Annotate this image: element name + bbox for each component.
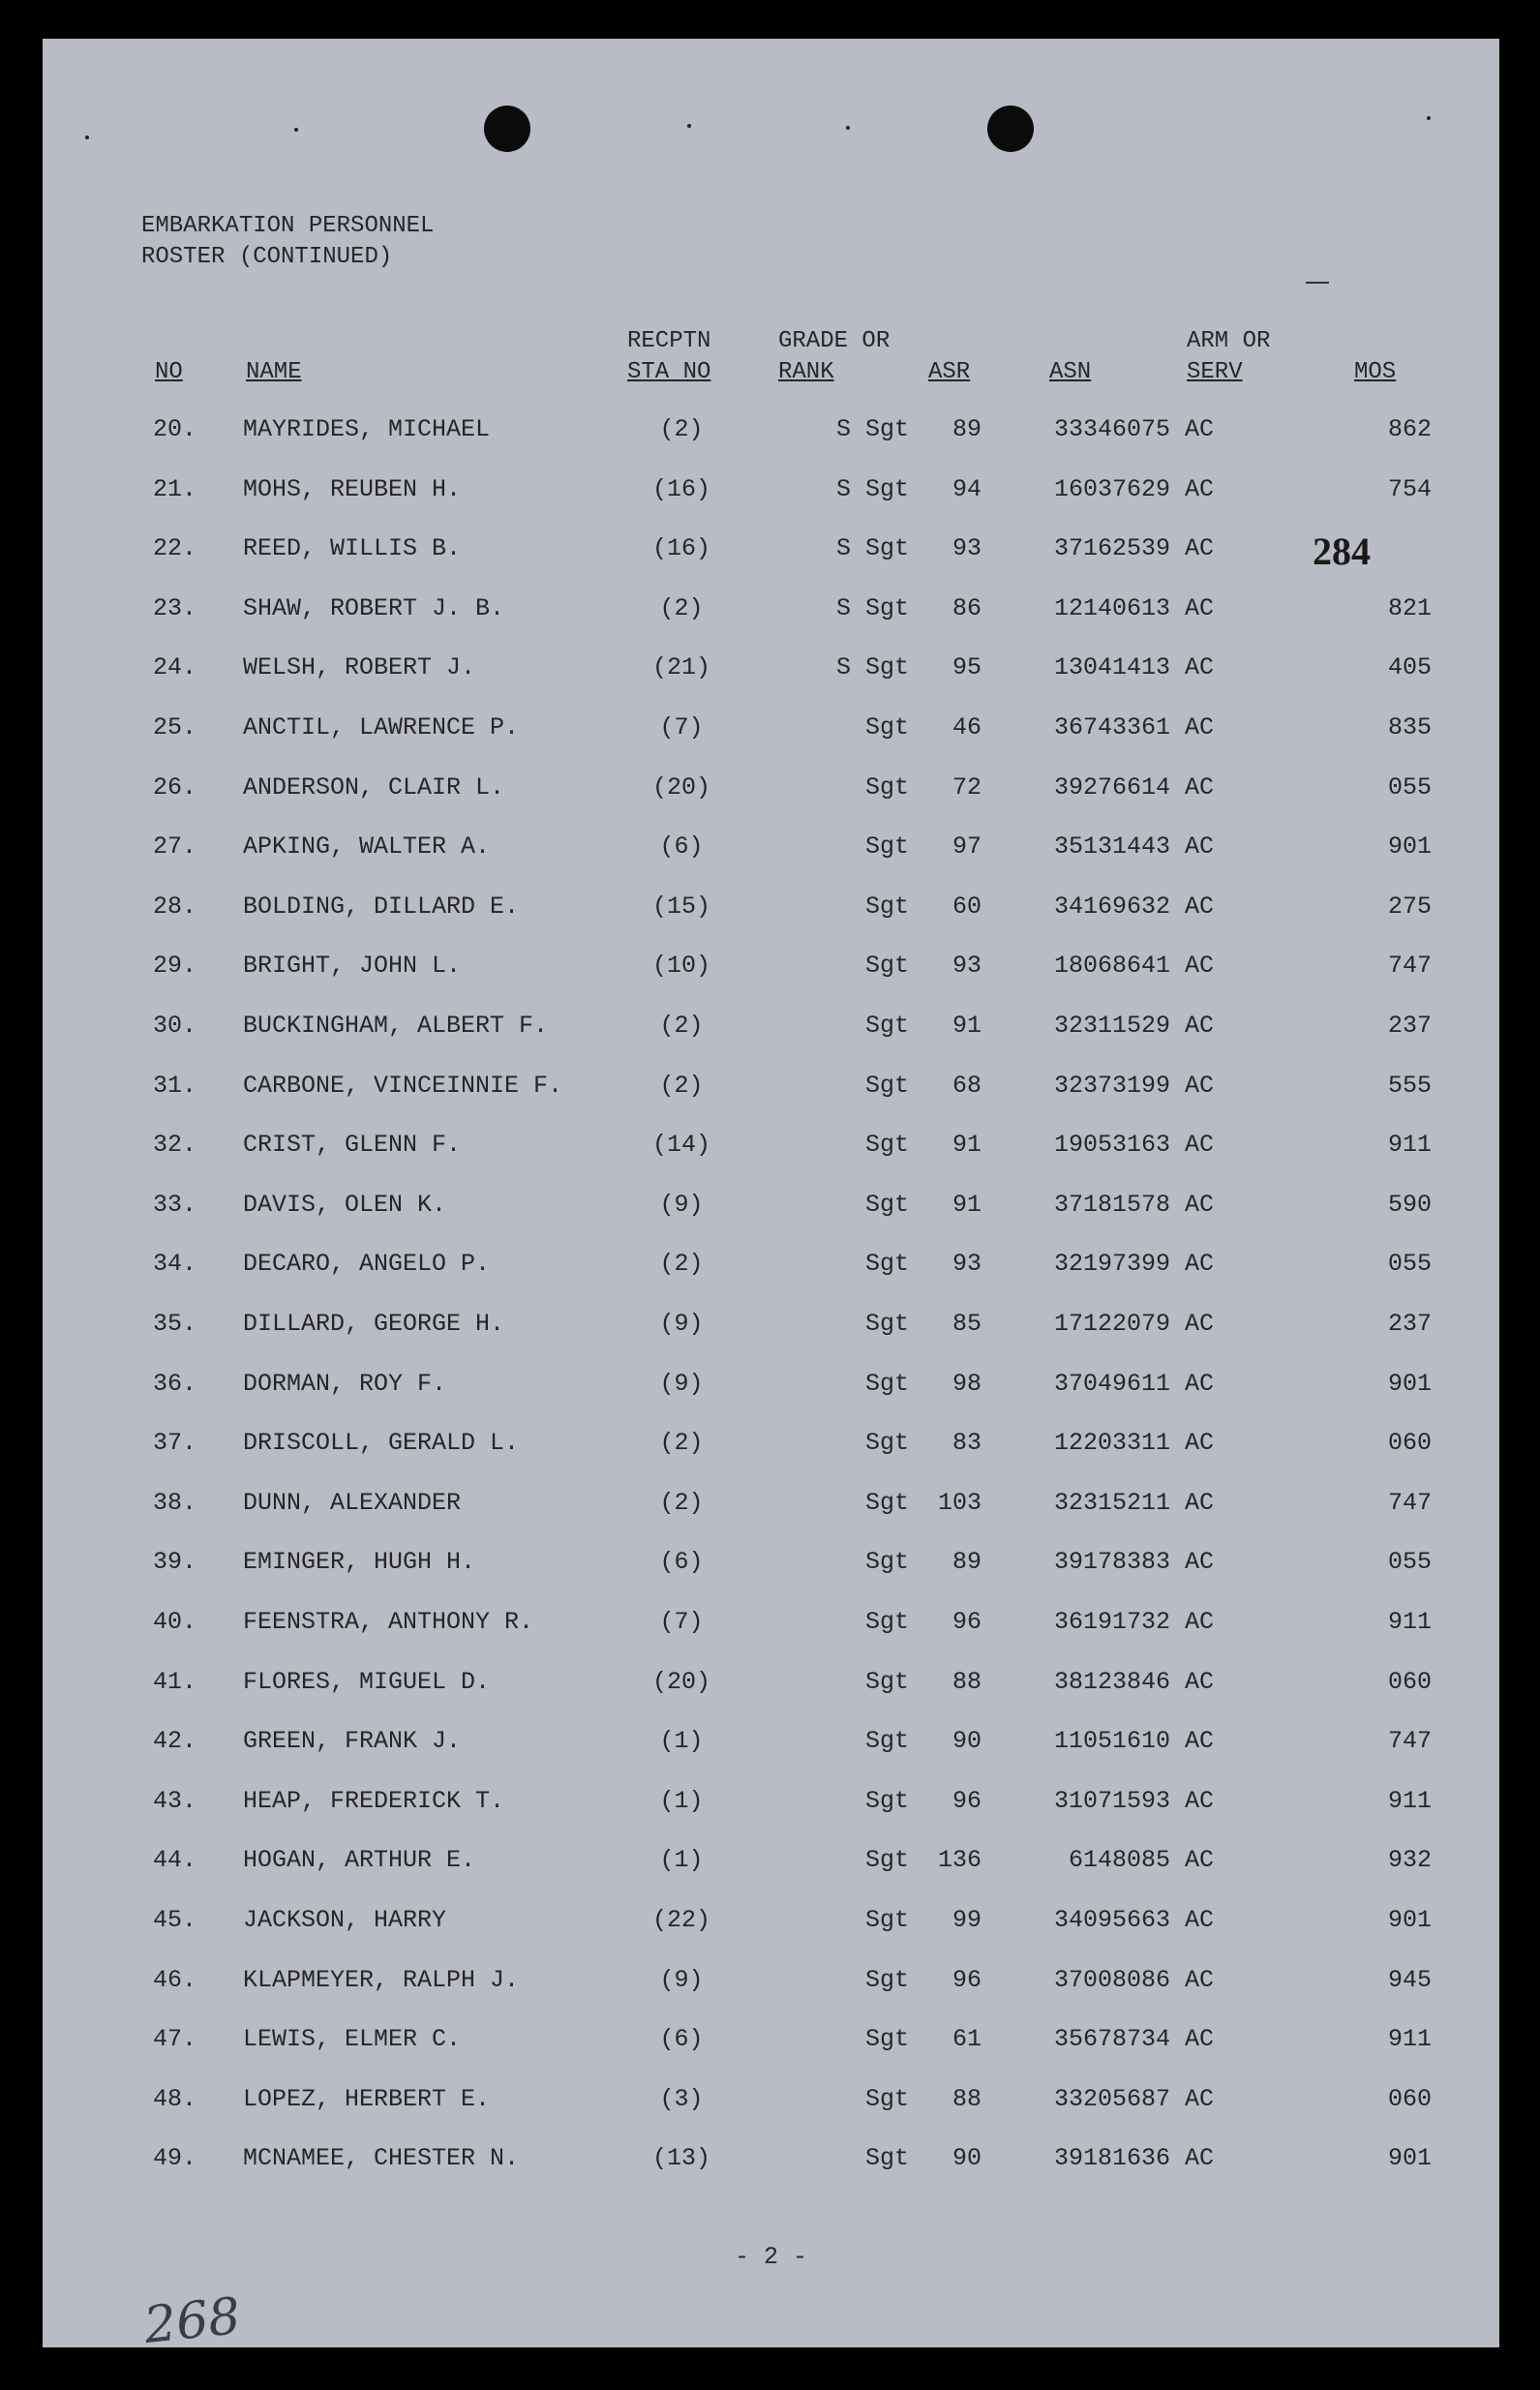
- cell-asr: 94: [951, 474, 981, 503]
- cell-name: LOPEZ, HERBERT E.: [243, 2084, 491, 2113]
- cell-station: (2): [659, 1429, 704, 1458]
- cell-mos: 901: [1387, 2144, 1432, 2173]
- cell-name: JACKSON, HARRY: [243, 1906, 447, 1934]
- cell-mos: 237: [1387, 1012, 1432, 1040]
- table-row: [43, 649, 1499, 687]
- cell-arm: AC: [1185, 474, 1215, 503]
- cell-mos: 901: [1387, 1369, 1432, 1398]
- cell-mos: 055: [1387, 772, 1432, 802]
- punch-hole: [987, 106, 1034, 152]
- cell-asn: 12140613: [1053, 593, 1170, 622]
- cell-grade: Sgt: [864, 2025, 909, 2054]
- cell-arm: AC: [1185, 772, 1215, 802]
- cell-grade: Sgt: [864, 832, 909, 862]
- cell-asn: 32315211: [1053, 1488, 1170, 1517]
- cell-asr: 68: [951, 1071, 981, 1100]
- cell-arm: AC: [1185, 952, 1215, 981]
- cell-station: (7): [659, 713, 704, 741]
- cell-no: 25.: [153, 713, 197, 741]
- cell-grade: S Sgt: [835, 534, 909, 563]
- cell-arm: AC: [1185, 892, 1215, 921]
- cell-name: ANDERSON, CLAIR L.: [243, 772, 505, 802]
- cell-mos: 055: [1387, 1250, 1432, 1279]
- cell-asr: 91: [951, 1190, 981, 1219]
- table-row: [43, 888, 1499, 926]
- cell-asr: 90: [951, 2144, 981, 2173]
- cell-name: MAYRIDES, MICHAEL: [243, 415, 491, 443]
- cell-station: (16): [651, 474, 710, 503]
- cell-asr: 91: [951, 1131, 981, 1160]
- cell-asn: 31071593: [1053, 1786, 1170, 1815]
- cell-mos: 590: [1387, 1190, 1432, 1219]
- cell-grade: Sgt: [864, 1846, 909, 1875]
- cell-asr: 89: [951, 1548, 981, 1577]
- cell-station: (9): [659, 1965, 704, 1994]
- cell-station: (6): [659, 1548, 704, 1577]
- cell-arm: AC: [1185, 713, 1215, 741]
- cell-no: 39.: [153, 1548, 197, 1577]
- cell-mos: 060: [1387, 2084, 1432, 2113]
- cell-arm: AC: [1185, 534, 1215, 563]
- cell-mos: 060: [1387, 1429, 1432, 1458]
- cell-mos: 747: [1387, 1488, 1432, 1517]
- table-row: [43, 1186, 1499, 1225]
- cell-grade: S Sgt: [835, 653, 909, 682]
- cell-asn: 39276614: [1053, 772, 1170, 802]
- cell-mos: 821: [1387, 593, 1432, 622]
- page-stamp-number: 284: [1313, 529, 1371, 573]
- cell-asn: 32373199: [1053, 1071, 1170, 1100]
- table-row: [43, 2020, 1499, 2059]
- cell-no: 37.: [153, 1429, 197, 1458]
- cell-asr: 60: [951, 892, 981, 921]
- cell-mos: 747: [1387, 952, 1432, 981]
- cell-no: 41.: [153, 1667, 197, 1696]
- cell-name: REED, WILLIS B.: [243, 534, 462, 563]
- cell-asr: 91: [951, 1012, 981, 1040]
- cell-station: (21): [651, 653, 710, 682]
- col-header-arm-top: ARM OR: [1187, 328, 1271, 354]
- table-row: [43, 1245, 1499, 1284]
- cell-asr: 90: [951, 1727, 981, 1756]
- punch-hole: [484, 106, 530, 152]
- cell-mos: 911: [1387, 1786, 1432, 1815]
- cell-mos: 862: [1387, 415, 1432, 443]
- cell-grade: Sgt: [864, 952, 909, 981]
- cell-asr: 96: [951, 1786, 981, 1815]
- cell-station: (2): [659, 1012, 704, 1040]
- table-row: [43, 2139, 1499, 2178]
- table-row: [43, 1961, 1499, 2000]
- cell-asn: 6148085: [1068, 1846, 1170, 1875]
- cell-arm: AC: [1185, 1071, 1215, 1100]
- cell-station: (2): [659, 415, 704, 443]
- cell-arm: AC: [1185, 1667, 1215, 1696]
- cell-asn: 34169632: [1053, 892, 1170, 921]
- cell-name: GREEN, FRANK J.: [243, 1727, 462, 1756]
- cell-mos: 911: [1387, 2025, 1432, 2054]
- cell-asr: 97: [951, 832, 981, 862]
- table-row: [43, 410, 1499, 449]
- table-row: [43, 1663, 1499, 1702]
- cell-no: 32.: [153, 1131, 197, 1160]
- cell-no: 44.: [153, 1846, 197, 1875]
- cell-asn: 13041413: [1053, 653, 1170, 682]
- cell-grade: Sgt: [864, 1071, 909, 1100]
- cell-asn: 16037629: [1053, 474, 1170, 503]
- cell-asn: 36191732: [1053, 1608, 1170, 1636]
- cell-station: (15): [651, 892, 710, 921]
- cell-grade: S Sgt: [835, 415, 909, 443]
- cell-no: 27.: [153, 832, 197, 862]
- cell-grade: Sgt: [864, 1190, 909, 1219]
- cell-asn: 32197399: [1053, 1250, 1170, 1279]
- cell-grade: Sgt: [864, 1965, 909, 1994]
- cell-mos: 754: [1387, 474, 1432, 503]
- cell-asn: 39181636: [1053, 2144, 1170, 2173]
- cell-mos: 945: [1387, 1965, 1432, 1994]
- cell-grade: Sgt: [864, 2144, 909, 2173]
- cell-arm: AC: [1185, 2025, 1215, 2054]
- cell-asn: 11051610: [1053, 1727, 1170, 1756]
- cell-arm: AC: [1185, 1965, 1215, 1994]
- table-row: [43, 470, 1499, 509]
- cell-name: MOHS, REUBEN H.: [243, 474, 462, 503]
- cell-asn: 17122079: [1053, 1310, 1170, 1338]
- cell-station: (9): [659, 1310, 704, 1338]
- col-header-asn: ASN: [1049, 359, 1092, 385]
- cell-no: 23.: [153, 593, 197, 622]
- cell-arm: AC: [1185, 593, 1215, 622]
- table-row: [43, 1424, 1499, 1463]
- table-row: [43, 1901, 1499, 1940]
- cell-no: 45.: [153, 1906, 197, 1934]
- cell-no: 49.: [153, 2144, 197, 2173]
- document-page: [43, 39, 1499, 2356]
- cell-asr: 96: [951, 1965, 981, 1994]
- cell-name: APKING, WALTER A.: [243, 832, 491, 862]
- cell-mos: 237: [1387, 1310, 1432, 1338]
- cell-station: (7): [659, 1608, 704, 1636]
- cell-no: 21.: [153, 474, 197, 503]
- cell-no: 30.: [153, 1012, 197, 1040]
- cell-asr: 88: [951, 1667, 981, 1696]
- handwritten-note: 268: [141, 2286, 244, 2356]
- table-row: [43, 1543, 1499, 1582]
- cell-asr: 136: [937, 1846, 981, 1875]
- cell-mos: 911: [1387, 1608, 1432, 1636]
- cell-asr: 99: [951, 1906, 981, 1934]
- cell-arm: AC: [1185, 653, 1215, 682]
- col-header-grade-top: GRADE OR: [778, 328, 891, 354]
- cell-station: (2): [659, 1488, 704, 1517]
- cell-asn: 37162539: [1053, 534, 1170, 563]
- table-row: [43, 1722, 1499, 1761]
- cell-no: 22.: [153, 534, 197, 563]
- cell-arm: AC: [1185, 1786, 1215, 1815]
- cell-asr: 83: [951, 1429, 981, 1458]
- cell-asr: 93: [951, 1250, 981, 1279]
- cell-asn: 18068641: [1053, 952, 1170, 981]
- cell-no: 28.: [153, 892, 197, 921]
- cell-name: FLORES, MIGUEL D.: [243, 1667, 491, 1696]
- cell-name: DRISCOLL, GERALD L.: [243, 1429, 520, 1458]
- cell-asr: 89: [951, 415, 981, 443]
- cell-mos: 060: [1387, 1667, 1432, 1696]
- cell-arm: AC: [1185, 1727, 1215, 1756]
- cell-grade: Sgt: [864, 1548, 909, 1577]
- cell-asn: 19053163: [1053, 1131, 1170, 1160]
- cell-station: (1): [659, 1846, 704, 1875]
- cell-arm: AC: [1185, 1250, 1215, 1279]
- cell-mos: 901: [1387, 832, 1432, 862]
- cell-asr: 98: [951, 1369, 981, 1398]
- cell-station: (2): [659, 1250, 704, 1279]
- table-row: [43, 1841, 1499, 1880]
- cell-arm: AC: [1185, 1608, 1215, 1636]
- cell-no: 34.: [153, 1250, 197, 1279]
- cell-station: (1): [659, 1786, 704, 1815]
- cell-grade: Sgt: [864, 713, 909, 741]
- cell-name: BRIGHT, JOHN L.: [243, 952, 462, 981]
- cell-mos: 835: [1387, 713, 1432, 741]
- cell-no: 48.: [153, 2084, 197, 2113]
- cell-grade: Sgt: [864, 1667, 909, 1696]
- cell-name: DORMAN, ROY F.: [243, 1369, 447, 1398]
- cell-asr: 46: [951, 713, 981, 741]
- speck: [1427, 116, 1431, 120]
- cell-name: BOLDING, DILLARD E.: [243, 892, 520, 921]
- cell-arm: AC: [1185, 1369, 1215, 1398]
- cell-name: FEENSTRA, ANTHONY R.: [243, 1608, 534, 1636]
- cell-grade: Sgt: [864, 1250, 909, 1279]
- cell-name: HEAP, FREDERICK T.: [243, 1786, 505, 1815]
- cell-no: 43.: [153, 1786, 197, 1815]
- cell-no: 36.: [153, 1369, 197, 1398]
- cell-asr: 72: [951, 772, 981, 802]
- speck: [687, 124, 691, 128]
- cell-asr: 93: [951, 534, 981, 563]
- col-header-asr: ASR: [928, 359, 971, 385]
- cell-grade: Sgt: [864, 772, 909, 802]
- cell-asn: 37049611: [1053, 1369, 1170, 1398]
- table-row: [43, 1782, 1499, 1821]
- cell-asr: 103: [937, 1488, 981, 1517]
- cell-station: (6): [659, 2025, 704, 2054]
- cell-station: (22): [651, 1906, 710, 1934]
- cell-station: (20): [651, 772, 710, 802]
- cell-grade: Sgt: [864, 1608, 909, 1636]
- cell-arm: AC: [1185, 415, 1215, 443]
- cell-asn: 33205687: [1053, 2084, 1170, 2113]
- cell-grade: Sgt: [864, 892, 909, 921]
- cell-station: (3): [659, 2084, 704, 2113]
- margin-mark: [1306, 282, 1329, 284]
- cell-asr: 61: [951, 2025, 981, 2054]
- cell-name: CRIST, GLENN F.: [243, 1131, 462, 1160]
- cell-asn: 12203311: [1053, 1429, 1170, 1458]
- cell-grade: Sgt: [864, 1310, 909, 1338]
- cell-mos: 055: [1387, 1548, 1432, 1577]
- cell-name: EMINGER, HUGH H.: [243, 1548, 476, 1577]
- cell-arm: AC: [1185, 2084, 1215, 2113]
- cell-name: KLAPMEYER, RALPH J.: [243, 1965, 520, 1994]
- cell-no: 33.: [153, 1190, 197, 1219]
- cell-asn: 35131443: [1053, 832, 1170, 862]
- cell-mos: 901: [1387, 1906, 1432, 1934]
- cell-asr: 96: [951, 1608, 981, 1636]
- cell-arm: AC: [1185, 1906, 1215, 1934]
- cell-no: 31.: [153, 1071, 197, 1100]
- col-header-no: NO: [155, 359, 183, 385]
- col-header-mos: MOS: [1354, 359, 1397, 385]
- cell-grade: Sgt: [864, 2084, 909, 2113]
- cell-station: (20): [651, 1667, 710, 1696]
- table-row: [43, 1126, 1499, 1165]
- cell-asn: 33346075: [1053, 415, 1170, 443]
- cell-arm: AC: [1185, 1429, 1215, 1458]
- col-header-station-top: RECPTN: [627, 328, 711, 354]
- speck: [846, 126, 850, 130]
- cell-station: (9): [659, 1190, 704, 1219]
- cell-asn: 35678734: [1053, 2025, 1170, 2054]
- cell-arm: AC: [1185, 1846, 1215, 1875]
- table-row: [43, 1484, 1499, 1523]
- cell-arm: AC: [1185, 832, 1215, 862]
- cell-mos: 932: [1387, 1846, 1432, 1875]
- cell-mos: 555: [1387, 1071, 1432, 1100]
- cell-name: HOGAN, ARTHUR E.: [243, 1846, 476, 1875]
- cell-station: (10): [651, 952, 710, 981]
- cell-station: (13): [651, 2144, 710, 2173]
- cell-name: WELSH, ROBERT J.: [243, 653, 476, 682]
- cell-station: (14): [651, 1131, 710, 1160]
- cell-grade: S Sgt: [835, 474, 909, 503]
- cell-asr: 93: [951, 952, 981, 981]
- table-row: [43, 1007, 1499, 1045]
- cell-no: 46.: [153, 1965, 197, 1994]
- page-number: - 2 -: [735, 2243, 808, 2271]
- cell-mos: 747: [1387, 1727, 1432, 1756]
- cell-no: 38.: [153, 1488, 197, 1517]
- cell-no: 29.: [153, 952, 197, 981]
- cell-name: MCNAMEE, CHESTER N.: [243, 2144, 520, 2173]
- cell-mos: 275: [1387, 892, 1432, 921]
- table-row: [43, 2080, 1499, 2119]
- cell-station: (16): [651, 534, 710, 563]
- cell-grade: Sgt: [864, 1488, 909, 1517]
- col-header-name: NAME: [246, 359, 302, 385]
- cell-name: SHAW, ROBERT J. B.: [243, 593, 505, 622]
- col-header-grade: RANK: [778, 359, 834, 385]
- cell-no: 35.: [153, 1310, 197, 1338]
- cell-name: DECARO, ANGELO P.: [243, 1250, 491, 1279]
- table-row: [43, 1305, 1499, 1344]
- cell-name: CARBONE, VINCEINNIE F.: [243, 1071, 563, 1100]
- cell-grade: Sgt: [864, 1727, 909, 1756]
- cell-name: ANCTIL, LAWRENCE P.: [243, 713, 520, 741]
- table-row: [43, 709, 1499, 747]
- cell-arm: AC: [1185, 1131, 1215, 1160]
- cell-arm: AC: [1185, 1012, 1215, 1040]
- cell-arm: AC: [1185, 1548, 1215, 1577]
- speck: [85, 136, 89, 139]
- cell-asn: 38123846: [1053, 1667, 1170, 1696]
- cell-asn: 34095663: [1053, 1906, 1170, 1934]
- table-row: [43, 529, 1499, 568]
- cell-arm: AC: [1185, 1488, 1215, 1517]
- cell-asn: 37181578: [1053, 1190, 1170, 1219]
- cell-no: 24.: [153, 653, 197, 682]
- cell-no: 26.: [153, 772, 197, 802]
- cell-asn: 36743361: [1053, 713, 1170, 741]
- cell-mos: 911: [1387, 1131, 1432, 1160]
- cell-station: (6): [659, 832, 704, 862]
- cell-station: (9): [659, 1369, 704, 1398]
- cell-station: (2): [659, 593, 704, 622]
- cell-station: (1): [659, 1727, 704, 1756]
- col-header-arm: SERV: [1187, 359, 1243, 385]
- cell-name: DUNN, ALEXANDER: [243, 1488, 462, 1517]
- cell-no: 47.: [153, 2025, 197, 2054]
- cell-grade: Sgt: [864, 1131, 909, 1160]
- cell-asr: 86: [951, 593, 981, 622]
- cell-no: 20.: [153, 415, 197, 443]
- cell-asr: 95: [951, 653, 981, 682]
- cell-asr: 88: [951, 2084, 981, 2113]
- table-row: [43, 947, 1499, 985]
- cell-asr: 85: [951, 1310, 981, 1338]
- cell-grade: Sgt: [864, 1012, 909, 1040]
- col-header-station: STA NO: [627, 359, 711, 385]
- cell-no: 40.: [153, 1608, 197, 1636]
- cell-arm: AC: [1185, 1310, 1215, 1338]
- cell-name: LEWIS, ELMER C.: [243, 2025, 462, 2054]
- cell-grade: S Sgt: [835, 593, 909, 622]
- cell-asn: 32311529: [1053, 1012, 1170, 1040]
- speck: [294, 128, 298, 132]
- cell-arm: AC: [1185, 1190, 1215, 1219]
- cell-grade: Sgt: [864, 1786, 909, 1815]
- table-row: [43, 1365, 1499, 1404]
- cell-asn: 39178383: [1053, 1548, 1170, 1577]
- cell-asn: 37008086: [1053, 1965, 1170, 1994]
- title-line-2: ROSTER (CONTINUED): [141, 244, 393, 270]
- title-line-1: EMBARKATION PERSONNEL: [141, 213, 435, 239]
- cell-station: (2): [659, 1071, 704, 1100]
- cell-name: BUCKINGHAM, ALBERT F.: [243, 1012, 549, 1040]
- roster-title: [141, 211, 434, 273]
- cell-grade: Sgt: [864, 1429, 909, 1458]
- table-row: [43, 1067, 1499, 1105]
- cell-name: DAVIS, OLEN K.: [243, 1190, 447, 1219]
- table-row: [43, 1603, 1499, 1642]
- cell-grade: Sgt: [864, 1369, 909, 1398]
- cell-arm: AC: [1185, 2144, 1215, 2173]
- table-row: [43, 590, 1499, 628]
- cell-grade: Sgt: [864, 1906, 909, 1934]
- table-row: [43, 828, 1499, 866]
- cell-mos: 405: [1387, 653, 1432, 682]
- table-row: [43, 769, 1499, 807]
- cell-name: DILLARD, GEORGE H.: [243, 1310, 505, 1338]
- cell-no: 42.: [153, 1727, 197, 1756]
